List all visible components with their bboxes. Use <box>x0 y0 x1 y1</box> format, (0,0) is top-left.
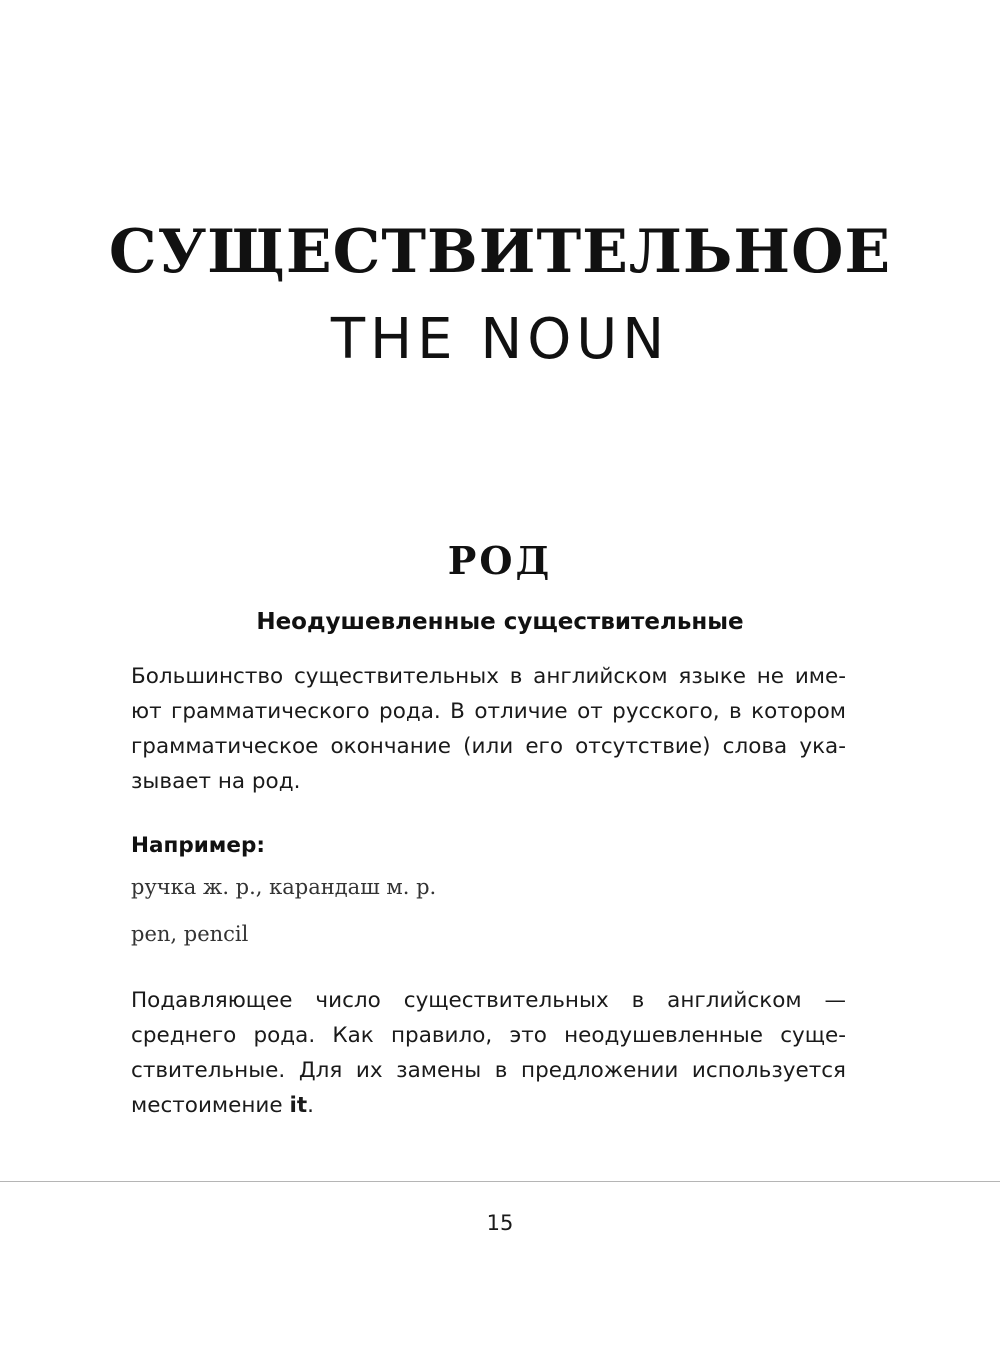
paragraph-neuter-gender <box>131 983 846 1123</box>
example-english: pen, pencil <box>131 922 249 946</box>
subsection-title: Неодушевленные существительные <box>256 609 744 635</box>
last-line-text: местоимение <box>131 1093 290 1118</box>
last-line-period: . <box>307 1093 314 1118</box>
paragraph-line: грамматическое окончание (или его отсутствие) слова ука- <box>131 734 846 759</box>
paragraph-line: ствительные. Для их замены в предложении используется <box>131 1058 846 1083</box>
page-number: 15 <box>486 1211 514 1235</box>
paragraph-line: среднего рода. Как правило, это неодушевленные суще- <box>131 1023 846 1048</box>
paragraph-line: ют грамматического рода. В отличие от русского, в котором <box>131 699 846 724</box>
pronoun-it: it <box>289 1093 308 1118</box>
paragraph-line: Подавляющее число существительных в английском — <box>131 988 846 1013</box>
example-russian: ручка ж. р., карандаш м. р. <box>131 875 437 899</box>
chapter-subtitle: THE NOUN <box>330 307 670 372</box>
paragraph-line: Большинство существительных в английском языке не име- <box>131 664 846 689</box>
chapter-title: СУЩЕСТВИТЕЛЬНОЕ <box>108 217 892 287</box>
section-title: РОД <box>447 538 553 583</box>
paragraph-last-line <box>131 1088 846 1123</box>
paragraph-gender-intro <box>131 659 846 799</box>
footer-divider <box>0 1181 1000 1182</box>
paragraph-line: зывает на род. <box>131 769 301 794</box>
example-label: Например: <box>131 833 265 858</box>
